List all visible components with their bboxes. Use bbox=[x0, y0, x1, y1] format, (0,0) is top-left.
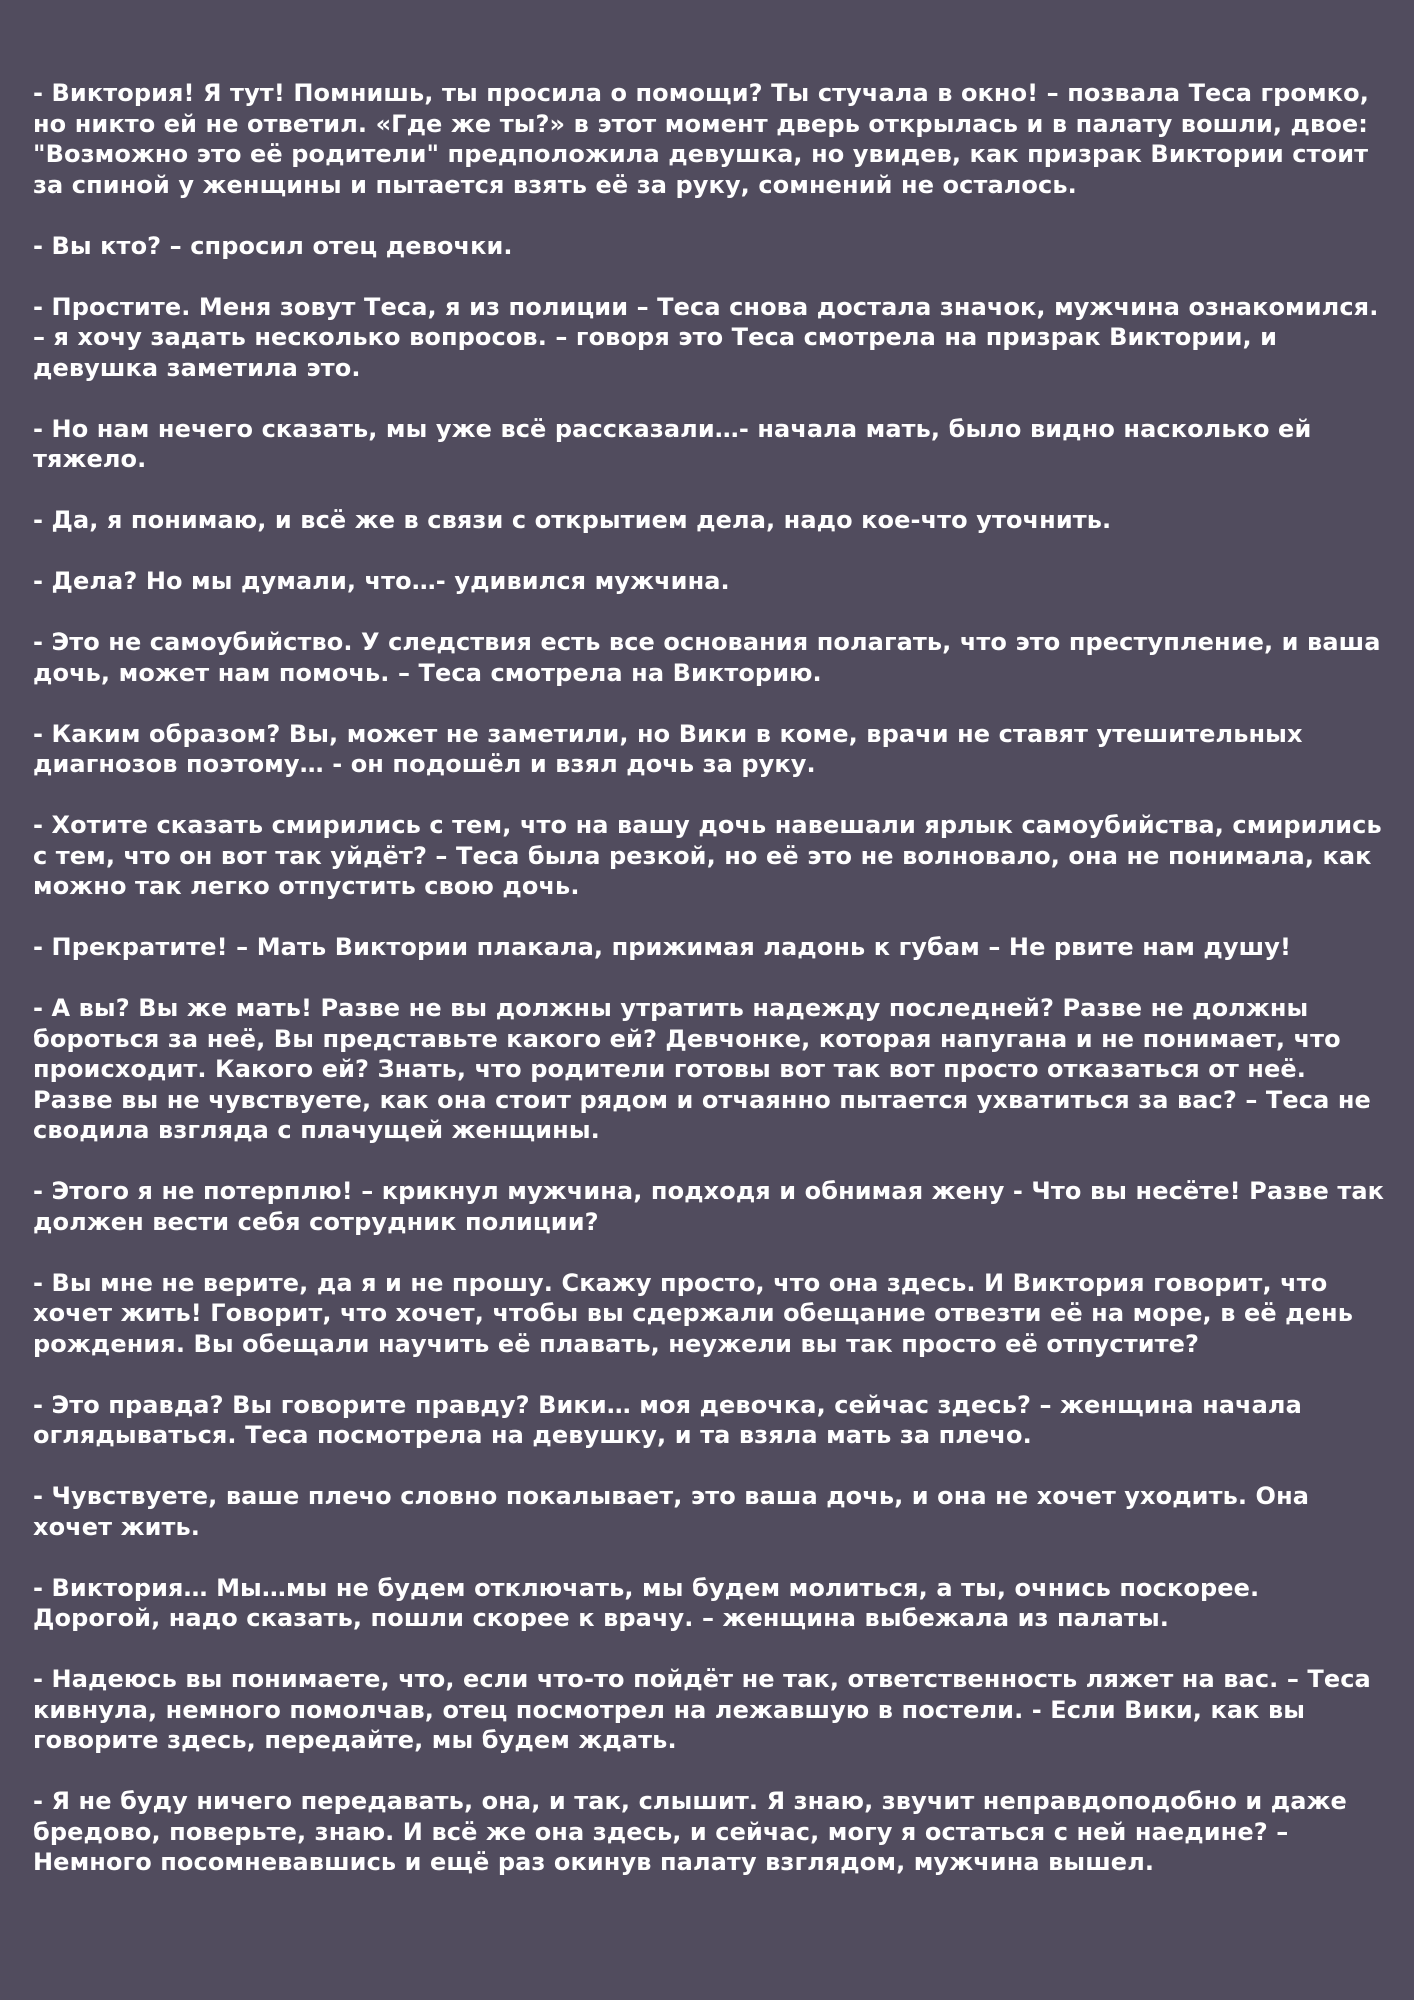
paragraph-2: - Вы кто? – спросил отец девочки. bbox=[33, 231, 513, 260]
paragraph-17: - Надеюсь вы понимаете, что, если что-то пойдёт не так, ответственность ляжет на вас. – Теса кивнула, немного помолчав, отец посмотрел на лежавшую в постели. - Если Вики, как вы говорите здесь, передайте, мы будем ждать. bbox=[33, 1665, 1371, 1754]
paragraph-1: - Виктория! Я тут! Помнишь, ты просила о помощи? Ты стучала в окно! – позвала Теса громко, но никто ей не ответил. «Где же ты?» в этот момент дверь открылась и в палату вошли, двое: "Возможно это её родители" предположила девушка, но увидев, как призрак Виктории стоит за спиной у женщины и пытается взять её за руку, сомнений не осталось. bbox=[33, 79, 1369, 199]
paragraph-13: - Вы мне не верите, да я и не прошу. Скажу просто, что она здесь. И Виктория говорит, что хочет жить! Говорит, что хочет, чтобы вы сдержали обещание отвезти её на море, в её день рождения. Вы обещали научить её плавать, неужели вы так просто её отпустите? bbox=[33, 1268, 1353, 1358]
paragraph-3: - Простите. Меня зовут Теса, я из полиции – Теса снова достала значок, мужчина ознакомился. – я хочу задать несколько вопросов. – говоря это Теса смотрела на призрак Виктории, и девушка заметила это. bbox=[33, 292, 1379, 382]
paragraph-7: - Это не самоубийство. У следствия есть все основания полагать, что это преступление, и ваша дочь, может нам помочь. – Теса смотрела на Викторию. bbox=[33, 628, 1381, 687]
paragraph-10: - Прекратите! – Мать Виктории плакала, прижимая ладонь к губам – Не рвите нам душу! bbox=[33, 933, 1291, 961]
paragraph-14: - Это правда? Вы говорите правду? Вики… моя девочка, сейчас здесь? – женщина начала оглядываться. Теса посмотрела на девушку, и та взяла мать за плечо. bbox=[33, 1390, 1302, 1449]
paragraph-18: - Я не буду ничего передавать, она, и так, слышит. Я знаю, звучит неправдоподобно и даже бредово, поверьте, знаю. И всё же она здесь, и сейчас, могу я остаться с ней наедине? – Немного посомневавшись и ещё раз окинув палату взглядом, мужчина вышел. bbox=[33, 1787, 1347, 1876]
paragraph-12: - Этого я не потерплю! – крикнул мужчина, подходя и обнимая жену - Что вы несёте! Разве так должен вести себя сотрудник полиции? bbox=[33, 1177, 1385, 1236]
paragraph-9: - Хотите сказать смирились с тем, что на вашу дочь навешали ярлык самоубийства, смирились с тем, что он вот так уйдёт? – Теса была резкой, но её это не волновало, она не понимала, как можно так легко отпустить свою дочь. bbox=[33, 811, 1382, 900]
paragraph-11: - А вы? Вы же мать! Разве не вы должны утратить надежду последней? Разве не должны бороться за неё, Вы представьте какого ей? Девчонке, которая напугана и не понимает, что происходит. Какого ей? Знать, что родители готовы вот так вот просто отказаться от неё. Разве вы не чувствуете, как она стоит рядом и отчаянно пытается ухватиться за вас? – Теса не сводила взгляда с плачущей женщины. bbox=[33, 994, 1371, 1144]
paragraph-8: - Каким образом? Вы, может не заметили, но Вики в коме, врачи не ставят утешительных диагнозов поэтому… - он подошёл и взял дочь за руку. bbox=[33, 719, 1303, 778]
paragraph-15: - Чувствуете, ваше плечо словно покалывает, это ваша дочь, и она не хочет уходить. Она хочет жить. bbox=[33, 1482, 1310, 1541]
paragraph-4: - Но нам нечего сказать, мы уже всё рассказали…- начала мать, было видно насколько ей тяжело. bbox=[33, 414, 1312, 473]
paragraph-5: - Да, я понимаю, и всё же в связи с открытием дела, надо кое-что уточнить. bbox=[33, 506, 1112, 534]
paragraph-16: - Виктория… Мы…мы не будем отключать, мы будем молиться, а ты, очнись поскорее. Дорогой, надо сказать, пошли скорее к врачу. – женщина выбежала из палаты. bbox=[33, 1573, 1260, 1632]
paragraph-6: - Дела? Но мы думали, что…- удивился мужчина. bbox=[33, 567, 730, 595]
